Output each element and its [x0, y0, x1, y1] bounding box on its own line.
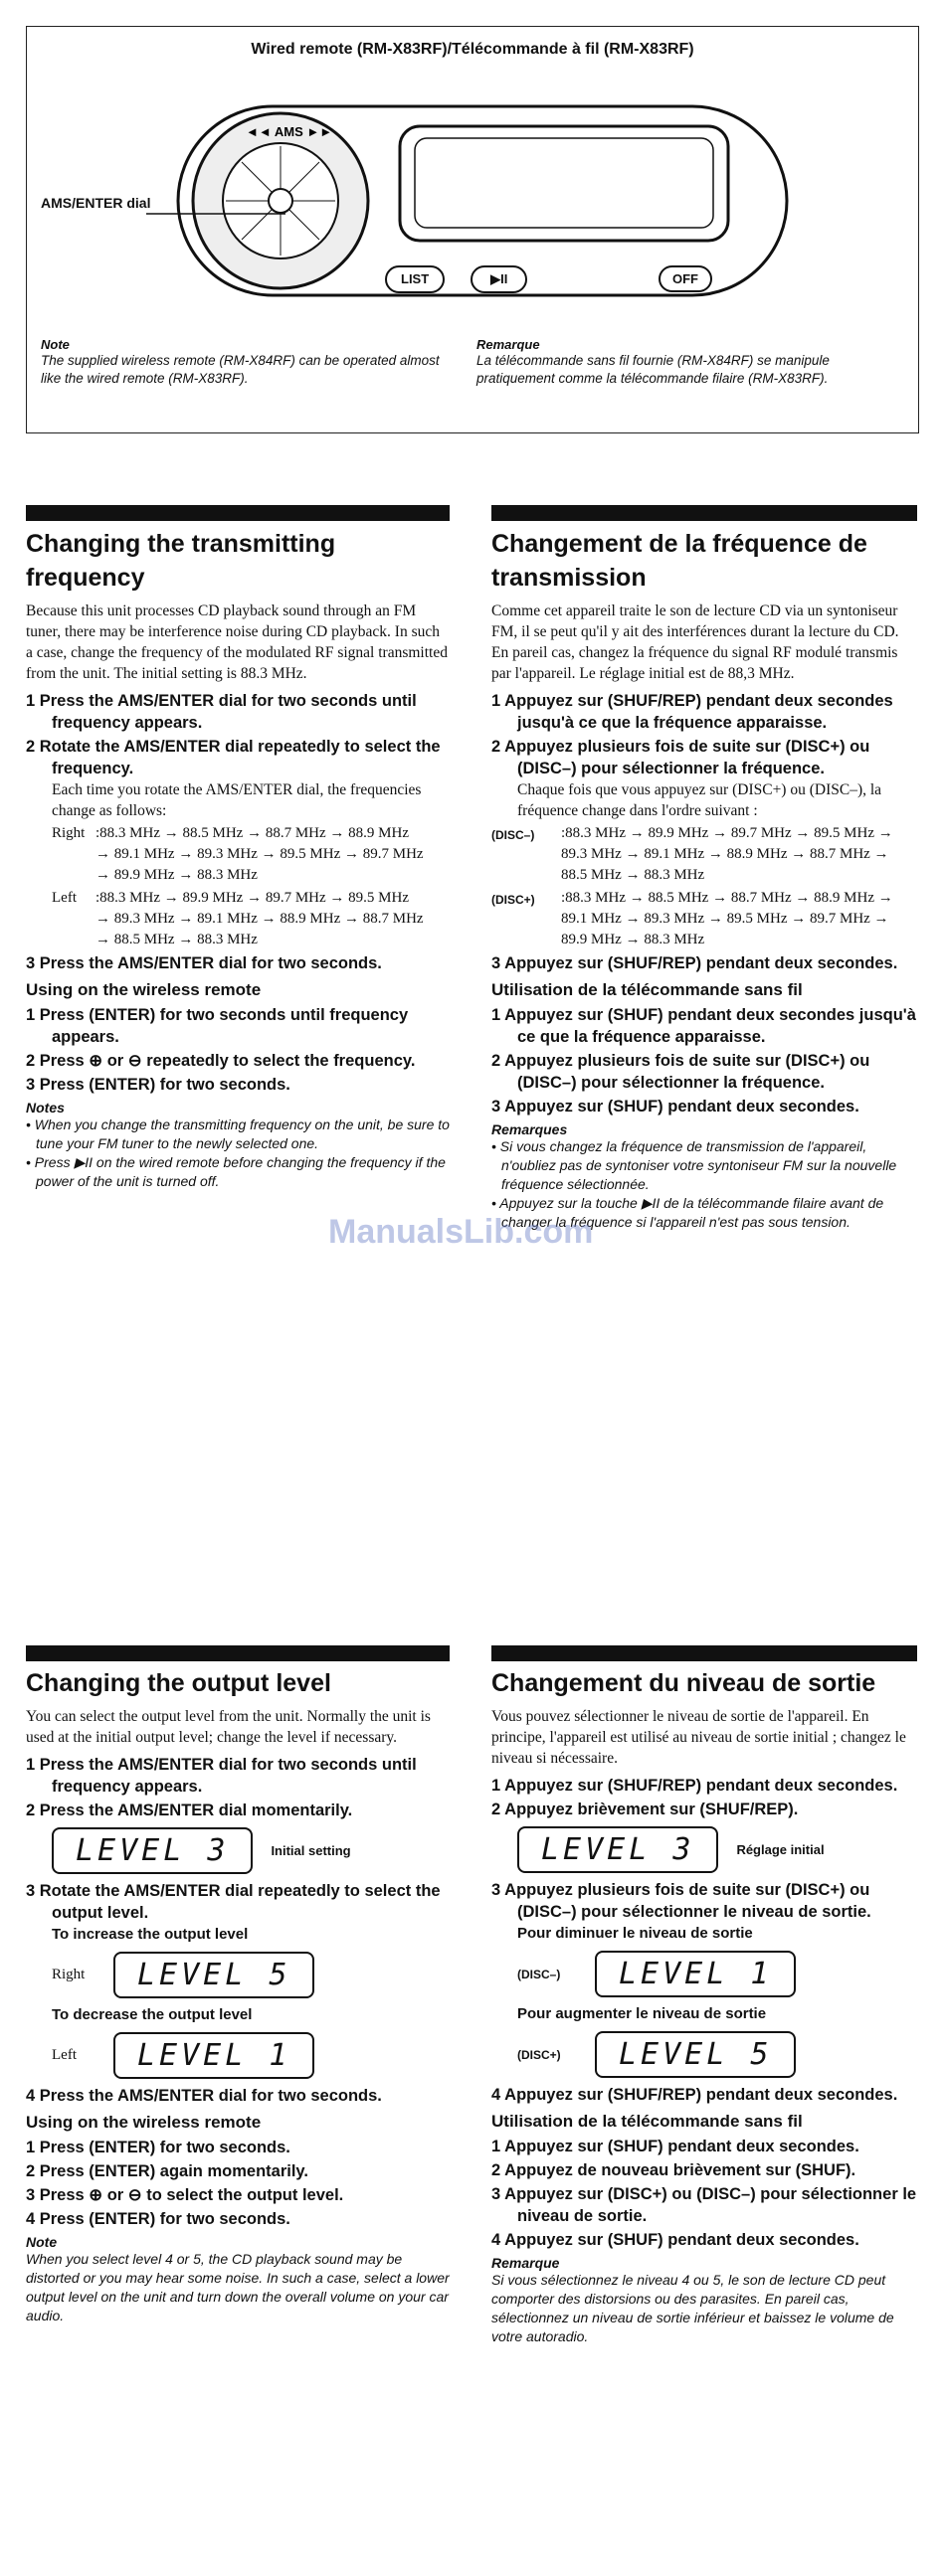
notes-heading: Remarques — [491, 1121, 568, 1137]
section-en-output-level — [26, 1706, 450, 2325]
direction-label: Left — [52, 2047, 77, 2063]
increase-label: To increase the output level — [52, 1926, 249, 1943]
step: 4 Appuyez sur (SHUF) pendant deux secondes. — [491, 2231, 859, 2249]
step: 1 Press (ENTER) for two seconds. — [26, 2139, 290, 2156]
step: 2 Appuyez brièvement sur (SHUF/REP). — [491, 1801, 799, 1818]
disc-minus-label: (DISC–) — [491, 828, 535, 842]
step: 2 Appuyez de nouveau brièvement sur (SHUF). — [491, 2161, 856, 2179]
direction-label: Left — [52, 890, 77, 906]
intro-text: Comme cet appareil traite le son de lecture CD via un syntoniseur FM, il se peut qu'il y ait des interférences durant la lecture du CD. En pareil cas, changez la fréquence du signal RF modulé transmis par l'appareil. Le réglage initial est de 88,3 MHz. — [491, 602, 899, 682]
dial-label: AMS/ENTER dial — [41, 195, 151, 211]
increase-label: Pour augmenter le niveau de sortie — [517, 2005, 767, 2022]
dial-pointer-icon — [146, 204, 295, 224]
intro-text: Vous pouvez sélectionner le niveau de sortie de l'appareil. En principe, l'appareil est utilisé au niveau de sortie initial ; changez le niveau si nécessaire. — [491, 1708, 906, 1767]
watermark: ManualsLib.com — [328, 1213, 594, 1251]
disc-minus-label: (DISC–) — [517, 1967, 561, 1981]
note-item: • Press ▶II on the wired remote before changing the frequency if the power of the unit is turned off. — [26, 1154, 446, 1189]
step: 3 Appuyez plusieurs fois de suite sur (DISC+) ou (DISC–) pour sélectionner le niveau de sortie. — [491, 1881, 871, 1921]
step: 1 Appuyez sur (SHUF) pendant deux secondes jusqu'à ce que la fréquence apparaisse. — [491, 1006, 916, 1046]
step: 3 Appuyez sur (SHUF) pendant deux secondes. — [491, 1098, 859, 1116]
section-rule — [26, 1645, 450, 1661]
note-item: • Appuyez sur la touche ▶II de la télécommande filaire avant de changer la fréquence si l'appareil n'est pas sous tension. — [491, 1195, 884, 1230]
lcd-display: LEVEL 3 — [52, 1827, 253, 1874]
step: 3 Appuyez sur (SHUF/REP) pendant deux secondes. — [491, 954, 898, 972]
frequency-sequence: :88.3 MHz → 89.9 MHz → 89.7 MHz → 89.5 MHz → 89.3 MHz → 89.1 MHz → 88.9 MHz → 88.7 MHz → 88.5 MHz → 88.3 MHz — [561, 825, 893, 883]
step: 1 Press the AMS/ENTER dial for two seconds until frequency appears. — [26, 1756, 417, 1796]
step: 4 Appuyez sur (SHUF/REP) pendant deux secondes. — [491, 2086, 898, 2104]
frequency-sequence: :88.3 MHz → 88.5 MHz → 88.7 MHz → 88.9 MHz → 89.1 MHz → 89.3 MHz → 89.5 MHz → 89.7 MHz → 89.9 MHz → 88.3 MHz — [95, 825, 424, 883]
note-item: • Si vous changez la fréquence de transmission de l'appareil, n'oubliez pas de syntoniser votre syntoniseur FM sur la nouvelle fréquence sélectionnée. — [491, 1138, 897, 1192]
notes-heading: Notes — [26, 1100, 65, 1116]
step: 3 Appuyez sur (DISC+) ou (DISC–) pour sélectionner le niveau de sortie. — [491, 2185, 917, 2225]
off-button: OFF — [659, 265, 712, 292]
figure-remarque: La télécommande sans fil fournie (RM-X84RF) se manipule pratiquement comme la télécommande filaire (RM-X83RF). — [476, 353, 830, 386]
intro-text: Because this unit processes CD playback sound through an FM tuner, there may be interference noise during CD playback. In such a case, change the frequency of the modulated RF signal transmitted from the unit. The initial setting is 88.3 MHz. — [26, 602, 448, 682]
step: 3 Rotate the AMS/ENTER dial repeatedly to select the output level. — [26, 1882, 441, 1922]
subheading: Utilisation de la télécommande sans fil — [491, 2112, 803, 2131]
remote-figure — [26, 26, 919, 433]
step: 4 Press the AMS/ENTER dial for two seconds. — [26, 2087, 382, 2105]
note-heading: Note — [26, 2234, 58, 2250]
section-fr-niveau — [491, 1706, 919, 2346]
step: 2 Rotate the AMS/ENTER dial repeatedly to select the frequency. — [26, 738, 441, 777]
lcd-display: LEVEL 1 — [113, 2032, 314, 2079]
step: 3 Press (ENTER) for two seconds. — [26, 1076, 290, 1094]
decrease-label: To decrease the output level — [52, 2006, 253, 2023]
section-title: Changing the transmitting frequency — [26, 530, 336, 592]
disc-plus-label: (DISC+) — [517, 2047, 561, 2062]
section-rule — [491, 1645, 917, 1661]
frequency-sequence: :88.3 MHz → 88.5 MHz → 88.7 MHz → 88.9 MHz → 89.1 MHz → 89.3 MHz → 89.5 MHz → 89.7 MHz → 89.9 MHz → 88.3 MHz — [561, 890, 893, 947]
step: 4 Press (ENTER) for two seconds. — [26, 2210, 290, 2228]
decrease-label: Pour diminuer le niveau de sortie — [517, 1925, 753, 1942]
section-fr-frequence — [491, 601, 919, 1232]
svg-text:◄◄ AMS ►►: ◄◄ AMS ►► — [246, 124, 333, 139]
step: 2 Appuyez plusieurs fois de suite sur (DISC+) ou (DISC–) pour sélectionner la fréquence. — [491, 738, 870, 777]
step: 1 Press the AMS/ENTER dial for two seconds until frequency appears. — [26, 692, 417, 732]
step: 1 Appuyez sur (SHUF/REP) pendant deux secondes. — [491, 1777, 898, 1795]
step: 1 Appuyez sur (SHUF) pendant deux secondes. — [491, 2138, 859, 2155]
lcd-display: LEVEL 1 — [595, 1951, 796, 1997]
lcd-display: LEVEL 3 — [517, 1826, 718, 1873]
initial-setting-label: Réglage initial — [736, 1842, 825, 1857]
list-button: LIST — [385, 265, 445, 293]
lcd-display: LEVEL 5 — [595, 2031, 796, 2078]
lcd-display: LEVEL 5 — [113, 1952, 314, 1998]
figure-remarque-heading: Remarque — [476, 337, 540, 352]
note-heading: Remarque — [491, 2255, 560, 2271]
subheading: Utilisation de la télécommande sans fil — [491, 980, 803, 999]
section-rule — [26, 505, 450, 521]
section-title: Changement de la fréquence de transmission — [491, 530, 867, 592]
subheading: Using on the wireless remote — [26, 980, 262, 999]
direction-label: Right — [52, 1967, 86, 1982]
step: 2 Appuyez plusieurs fois de suite sur (DISC+) ou (DISC–) pour sélectionner la fréquence. — [491, 1052, 870, 1092]
step: 2 Press (ENTER) again momentarily. — [26, 2162, 308, 2180]
step-desc: Each time you rotate the AMS/ENTER dial, the frequencies change as follows: — [52, 781, 422, 819]
note-text: When you select level 4 or 5, the CD playback sound may be distorted or you may hear some noise. In such a case, select a lower output level on the unit and turn down the overall volume on your car audio. — [26, 2251, 450, 2323]
step-desc: Chaque fois que vous appuyez sur (DISC+) ou (DISC–), la fréquence change dans l'ordre suivant : — [517, 781, 882, 819]
disc-plus-label: (DISC+) — [491, 893, 535, 907]
step: 3 Press the AMS/ENTER dial for two seconds. — [26, 954, 382, 972]
initial-setting-label: Initial setting — [271, 1843, 351, 1858]
section-title: Changing the output level — [26, 1669, 331, 1697]
direction-label: Right — [52, 825, 86, 841]
figure-note-heading: Note — [41, 337, 70, 352]
section-en-frequency — [26, 601, 450, 1191]
figure-note: The supplied wireless remote (RM-X84RF) can be operated almost like the wired remote (RM-X83RF). — [41, 353, 440, 386]
step: 2 Press the AMS/ENTER dial momentarily. — [26, 1802, 353, 1819]
figure-title: Wired remote (RM-X83RF)/Télécommande à fil (RM-X83RF) — [251, 41, 694, 58]
frequency-sequence: :88.3 MHz → 89.9 MHz → 89.7 MHz → 89.5 MHz → 89.3 MHz → 89.1 MHz → 88.9 MHz → 88.7 MHz → 88.5 MHz → 88.3 MHz — [95, 890, 424, 947]
play-pause-button: ▶II — [471, 265, 527, 293]
step: 1 Press (ENTER) for two seconds until frequency appears. — [26, 1006, 409, 1046]
subheading: Using on the wireless remote — [26, 2113, 262, 2132]
step: 3 Press ⊕ or ⊖ to select the output level. — [26, 2186, 344, 2204]
section-title: Changement du niveau de sortie — [491, 1669, 876, 1697]
step: 1 Appuyez sur (SHUF/REP) pendant deux secondes jusqu'à ce que la fréquence apparaisse. — [491, 692, 893, 732]
section-rule — [491, 505, 917, 521]
step: 2 Press ⊕ or ⊖ repeatedly to select the frequency. — [26, 1052, 416, 1070]
note-text: Si vous sélectionnez le niveau 4 ou 5, le son de lecture CD peut comporter des distorsions ou des parasites. En pareil cas, sélectionnez un niveau de sortie inférieur et baissez le volume de votre autoradio. — [491, 2272, 894, 2344]
note-item: • When you change the transmitting frequency on the unit, be sure to tune your FM tuner to the newly selected one. — [26, 1116, 450, 1151]
intro-text: You can select the output level from the unit. Normally the unit is used at the initial output level; change the level if necessary. — [26, 1708, 431, 1746]
